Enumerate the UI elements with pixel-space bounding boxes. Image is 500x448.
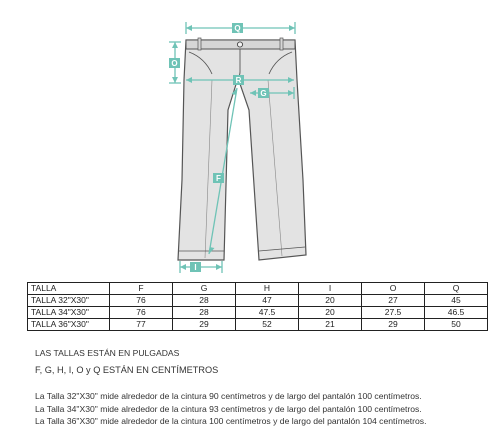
table-cell: 76 (110, 295, 173, 307)
table-cell: 77 (110, 319, 173, 331)
table-cell: 27 (362, 295, 425, 307)
table-cell: TALLA 34"X30" (28, 307, 110, 319)
table-cell: 28 (173, 307, 236, 319)
label-q: Q (234, 24, 241, 33)
size-description: La Talla 32"X30" mide alrededor de la cintura 90 centímetros y de largo del pantalón 100 centímetros. (35, 391, 422, 401)
table-cell: 45 (425, 295, 488, 307)
size-table (27, 282, 488, 331)
table-cell: 20 (299, 295, 362, 307)
table-cell: 76 (110, 307, 173, 319)
table-cell: TALLA 32"X30" (28, 295, 110, 307)
table-cell: 20 (299, 307, 362, 319)
col-header: G (173, 283, 236, 295)
belt-loop (280, 38, 283, 50)
size-description: La Talla 34"X30" mide alrededor de la cintura 93 centímetros y de largo del pantalón 100 centímetros. (35, 404, 422, 414)
label-i: I (194, 263, 197, 272)
table-row (28, 307, 488, 319)
table-cell: TALLA 36"X30" (28, 319, 110, 331)
table-header-row (28, 283, 488, 295)
col-header: H (236, 283, 299, 295)
table-cell: 50 (425, 319, 488, 331)
col-header: I (299, 283, 362, 295)
label-g: G (260, 89, 267, 98)
measure-o (169, 42, 181, 83)
button (237, 42, 242, 47)
label-o: O (171, 59, 178, 68)
table-cell: 29 (173, 319, 236, 331)
table-cell: 21 (299, 319, 362, 331)
label-r: R (235, 76, 242, 85)
col-header: F (110, 283, 173, 295)
measure-q (186, 22, 295, 34)
col-header: Q (425, 283, 488, 295)
table-cell: 47 (236, 295, 299, 307)
centimeters-note: F, G, H, I, O y Q ESTÁN EN CENTÍMETROS (35, 365, 219, 375)
col-header: TALLA (28, 283, 110, 295)
label-f: F (216, 174, 221, 183)
table-cell: 52 (236, 319, 299, 331)
inches-note: LAS TALLAS ESTÁN EN PULGADAS (35, 348, 180, 358)
table-cell: 47.5 (236, 307, 299, 319)
pants-illustration (178, 38, 306, 260)
table-cell: 27.5 (362, 307, 425, 319)
table-cell: 46.5 (425, 307, 488, 319)
table-row (28, 319, 488, 331)
table-cell: 28 (173, 295, 236, 307)
col-header: O (362, 283, 425, 295)
measure-i (180, 261, 222, 273)
pants-outline (178, 40, 306, 260)
table-row (28, 295, 488, 307)
size-description: La Talla 36"X30" mide alrededor de la cintura 100 centímetros y de largo del pantalón 104 centímetros. (35, 416, 427, 426)
belt-loop (198, 38, 201, 50)
table-cell: 29 (362, 319, 425, 331)
